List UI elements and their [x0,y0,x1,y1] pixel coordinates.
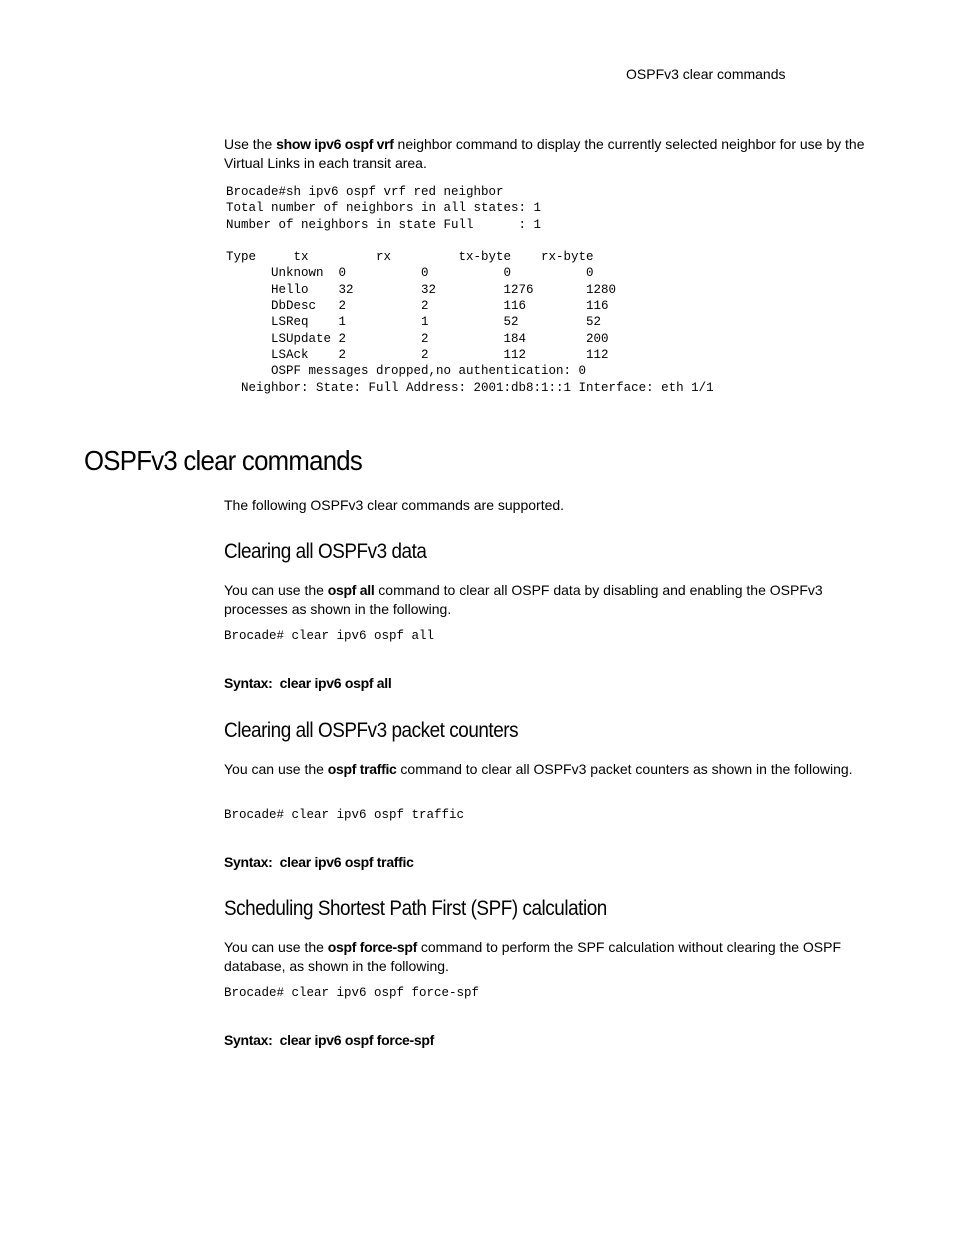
subsection-title-clear-traffic: Clearing all OSPFv3 packet counters [224,719,519,742]
neighbor-output-code: Brocade#sh ipv6 ospf vrf red neighbor Total number of neighbors in all states: 1 Number of neighbors in state Full : 1 Type tx rx tx-byte rx-byte Unknown 0 0 0 0 Hello 32 32 1276 1280 DbDesc 2 2 116 116 LSReq 1 1 52 52 LSUpdate 2 2 184 200 LSAck 2 2 112 112 OSPF messages dropped,no authentication: 0 Neighbor: State: Full Address: 2001:db8:1::1 Interface: eth 1/1 [226,185,714,395]
paragraph-prefix: You can use the [224,761,328,777]
paragraph-prefix: You can use the [224,939,328,955]
syntax-clear-all [224,675,391,691]
subsection-paragraph-clear-traffic [224,760,874,779]
intro-paragraph [224,135,874,173]
running-header: OSPFv3 clear commands [626,66,786,82]
syntax-label: Syntax: [224,675,273,691]
section-intro: The following OSPFv3 clear commands are supported. [224,497,565,513]
paragraph-command: ospf all [327,582,375,598]
syntax-force-spf [224,1032,434,1048]
syntax-label: Syntax: [224,1032,273,1048]
code-clear-all: Brocade# clear ipv6 ospf all [224,629,435,643]
section-title: OSPFv3 clear commands [84,445,363,476]
code-force-spf: Brocade# clear ipv6 ospf force-spf [224,986,480,1000]
syntax-label: Syntax: [224,854,273,870]
paragraph-suffix: command to perform the SPF calculation without clearing the OSPF database, as shown in the following. [224,939,842,974]
intro-command: show ipv6 ospf vrf [276,136,394,152]
subsection-paragraph-clear-all [224,581,874,619]
code-clear-traffic: Brocade# clear ipv6 ospf traffic [224,808,465,822]
subsection-title-clear-all: Clearing all OSPFv3 data [224,540,427,563]
paragraph-suffix: command to clear all OSPFv3 packet counters as shown in the following. [396,761,853,777]
intro-suffix: neighbor command to display the currently selected neighbor for use by the Virtual Links in each transit area. [224,136,865,171]
syntax-command: clear ipv6 ospf traffic [279,854,414,870]
paragraph-prefix: You can use the [224,582,328,598]
intro-prefix: Use the [224,136,277,152]
subsection-paragraph-force-spf [224,938,874,976]
subsection-title-force-spf: Scheduling Shortest Path First (SPF) calculation [224,897,607,920]
syntax-command: clear ipv6 ospf force-spf [279,1032,434,1048]
syntax-command: clear ipv6 ospf all [279,675,392,691]
syntax-clear-traffic [224,854,414,870]
paragraph-suffix: command to clear all OSPF data by disabling and enabling the OSPFv3 processes as shown in the following. [224,582,823,617]
paragraph-command: ospf traffic [327,761,397,777]
paragraph-command: ospf force-spf [327,939,417,955]
